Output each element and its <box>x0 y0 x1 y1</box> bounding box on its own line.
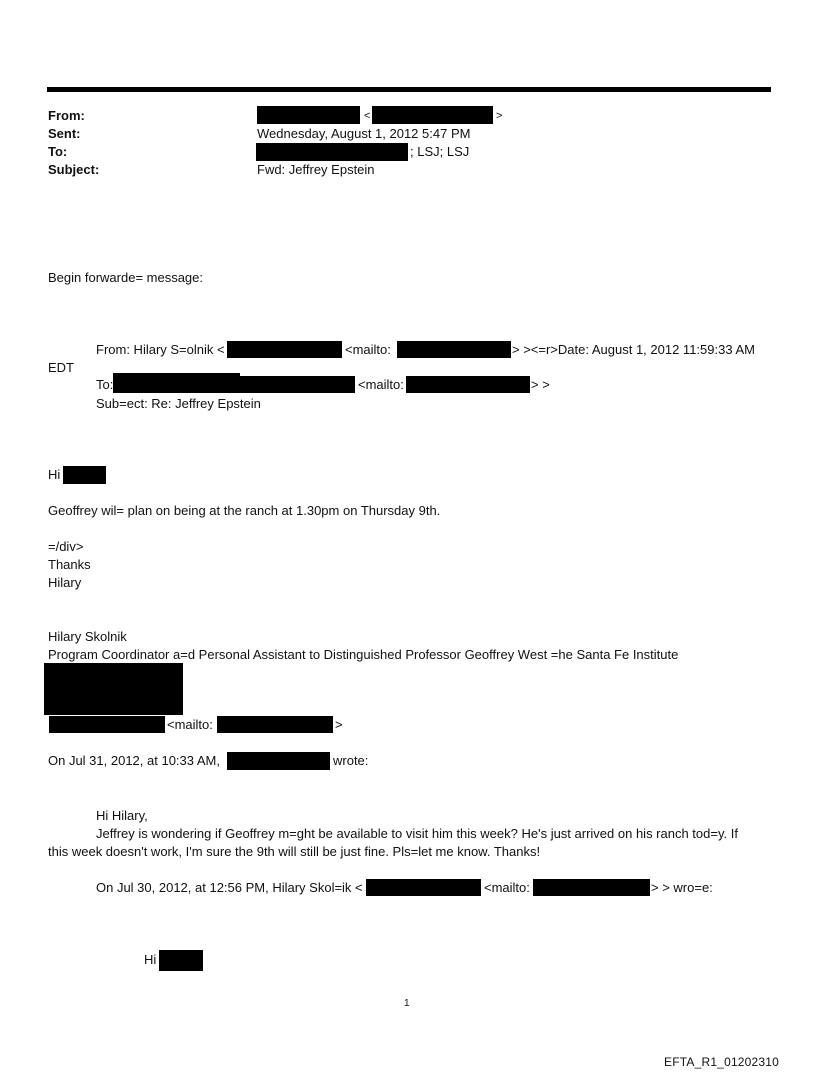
sig-full-name: Hilary Skolnik <box>48 629 127 644</box>
sig-mailto: <mailto: <box>167 717 213 732</box>
redaction-from-name <box>257 106 360 124</box>
begin-forwarded: Begin forwarde= message: <box>48 270 204 285</box>
to-label: To: <box>48 144 68 159</box>
redaction-jul30-mailto <box>533 879 650 896</box>
fwd-to-prefix: To: <box>96 377 114 392</box>
jeffrey-line-1: Jeffrey is wondering if Geoffrey m=ght be available to visit him this week? He's just arrived on his ranch tod=y. If <box>96 826 738 841</box>
redaction-fwd-to-mailto <box>406 376 530 393</box>
redaction-to-recipient <box>256 143 408 161</box>
subject-value: Fwd: Jeffrey Epstein <box>257 162 375 177</box>
fwd-edt: EDT <box>48 360 74 375</box>
hi-hilary: Hi Hilary, <box>96 808 148 823</box>
on-jul30-prefix: On Jul 30, 2012, at 12:56 PM, Hilary Skol=ik < <box>96 880 363 895</box>
header-rule <box>47 87 771 92</box>
jeffrey-line-2: this week doesn't work, I'm sure the 9th will still be just fine. Pls=let me know. Thanks! <box>48 844 541 859</box>
fwd-to-mailto: <mailto: <box>358 377 404 392</box>
redaction-sig-address <box>44 663 183 715</box>
greeting-hi-1: Hi <box>48 467 61 482</box>
redaction-fwd-from-email <box>227 341 342 358</box>
redaction-jul31-sender <box>227 752 330 770</box>
subject-label: Subject: <box>48 162 100 177</box>
sent-value: Wednesday, August 1, 2012 5:47 PM <box>257 126 471 141</box>
greeting-hi-2: Hi <box>144 952 157 967</box>
div-close: =/div> <box>48 539 84 554</box>
fwd-to-suffix: > > <box>531 377 550 392</box>
sig-gt: > <box>335 717 343 732</box>
redaction-greeting-1 <box>63 466 106 484</box>
sig-title: Program Coordinator a=d Personal Assistant to Distinguished Professor Geoffrey West =he Santa Fe Institute <box>48 647 679 662</box>
page-number: 1 <box>404 998 410 1009</box>
fwd-from-mailto: <mailto: <box>345 342 391 357</box>
geoffrey-line: Geoffrey wil= plan on being at the ranch at 1.30pm on Thursday 9th. <box>48 503 441 518</box>
redaction-sig-email <box>49 716 165 733</box>
on-jul30-mailto: <mailto: <box>484 880 530 895</box>
redaction-fwd-to-1 <box>113 373 240 393</box>
redaction-fwd-from-mailto <box>397 341 511 358</box>
bates-stamp: EFTA_R1_01202310 <box>664 1055 780 1069</box>
redaction-jul30-email <box>366 879 481 896</box>
sent-label: Sent: <box>48 126 81 141</box>
to-suffix: ; LSJ; LSJ <box>410 144 470 159</box>
on-jul31-prefix: On Jul 31, 2012, at 10:33 AM, <box>48 753 221 768</box>
redaction-from-email <box>372 106 493 124</box>
fwd-subject: Sub=ect: Re: Jeffrey Epstein <box>96 396 261 411</box>
redaction-sig-mailto <box>217 716 333 733</box>
fwd-from-suffix: > ><=r>Date: August 1, 2012 11:59:33 AM <box>512 342 755 357</box>
fwd-from-prefix: From: Hilary S=olnik < <box>96 342 225 357</box>
on-jul31-suffix: wrote: <box>333 753 369 768</box>
redaction-greeting-2 <box>159 950 203 971</box>
on-jul30-suffix: > > wro=e: <box>651 880 713 895</box>
thanks-text: Thanks <box>48 557 91 572</box>
from-label: From: <box>48 108 85 123</box>
redaction-fwd-to-2 <box>240 376 355 393</box>
from-gt: > <box>496 110 503 122</box>
from-lt: < <box>364 110 371 122</box>
sig-name-short: Hilary <box>48 575 82 590</box>
